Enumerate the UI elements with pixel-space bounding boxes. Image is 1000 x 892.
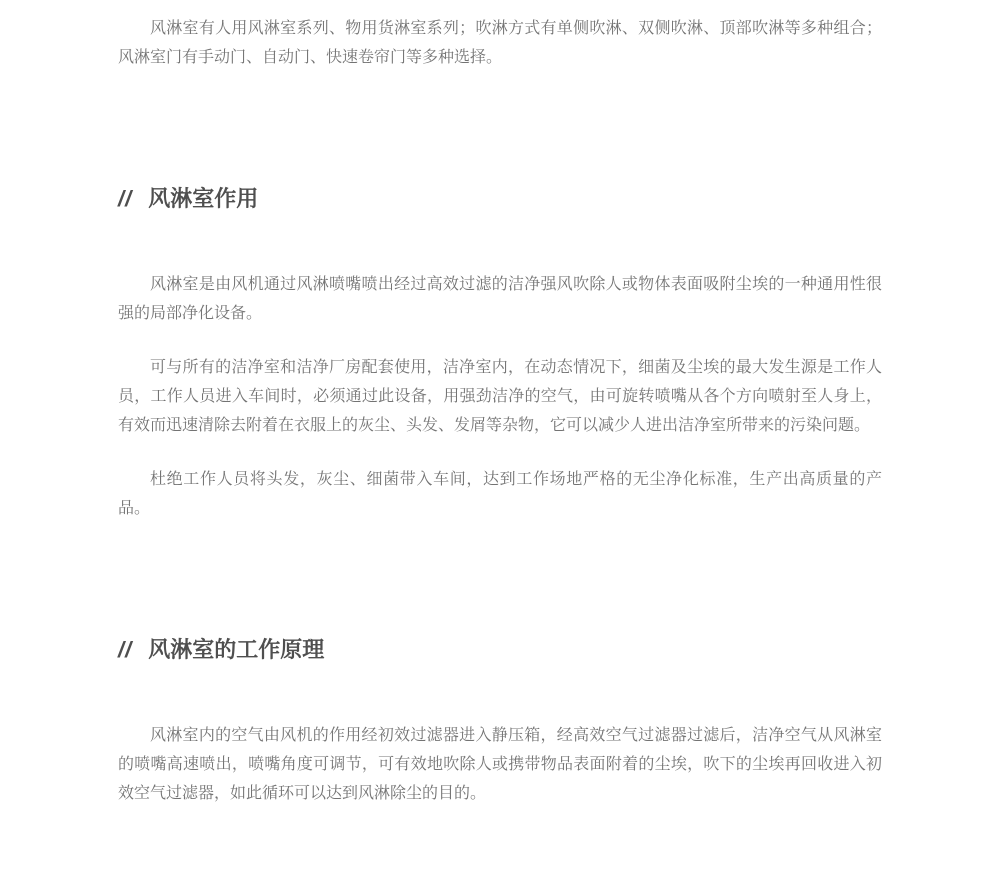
section-air-shower-function: [118, 184, 882, 523]
intro-paragraph: 风淋室有人用风淋室系列、物用货淋室系列；吹淋方式有单侧吹淋、双侧吹淋、顶部吹淋等多种组合；风淋室门有手动门、自动门、快速卷帘门等多种选择。: [118, 20, 882, 66]
function-paragraph-2: 可与所有的洁净室和洁净厂房配套使用，洁净室内，在动态情况下，细菌及尘埃的最大发生源是工作人员，工作人员进入车间时，必须通过此设备，用强劲洁净的空气，由可旋转喷嘴从各个方向喷射至人身上，有效而迅速清除去附着在衣服上的灰尘、头发、发屑等杂物，它可以减少人进出洁净室所带来的污染问题。: [118, 359, 882, 434]
heading-slashes-marker: //: [118, 186, 133, 211]
section-working-principle: [118, 635, 882, 808]
section-principle-heading: [118, 635, 882, 665]
function-paragraph-3: 杜绝工作人员将头发，灰尘、细菌带入车间，达到工作场地严格的无尘净化标准，生产出高质量的产品。: [118, 471, 882, 517]
section-function-heading: [118, 184, 882, 214]
section-function-title: 风淋室作用: [148, 186, 259, 211]
section-principle-title: 风淋室的工作原理: [148, 637, 325, 662]
heading-slashes-marker: //: [118, 637, 133, 662]
principle-paragraph-1: 风淋室内的空气由风机的作用经初效过滤器进入静压箱，经高效空气过滤器过滤后，洁净空气从风淋室的喷嘴高速喷出，喷嘴角度可调节，可有效地吹除人或携带物品表面附着的尘埃，吹下的尘埃再回收进入初效空气过滤器，如此循环可以达到风淋除尘的目的。: [118, 727, 882, 802]
function-paragraph-1: 风淋室是由风机通过风淋喷嘴喷出经过高效过滤的洁净强风吹除人或物体表面吸附尘埃的一种通用性很强的局部净化设备。: [118, 276, 882, 322]
